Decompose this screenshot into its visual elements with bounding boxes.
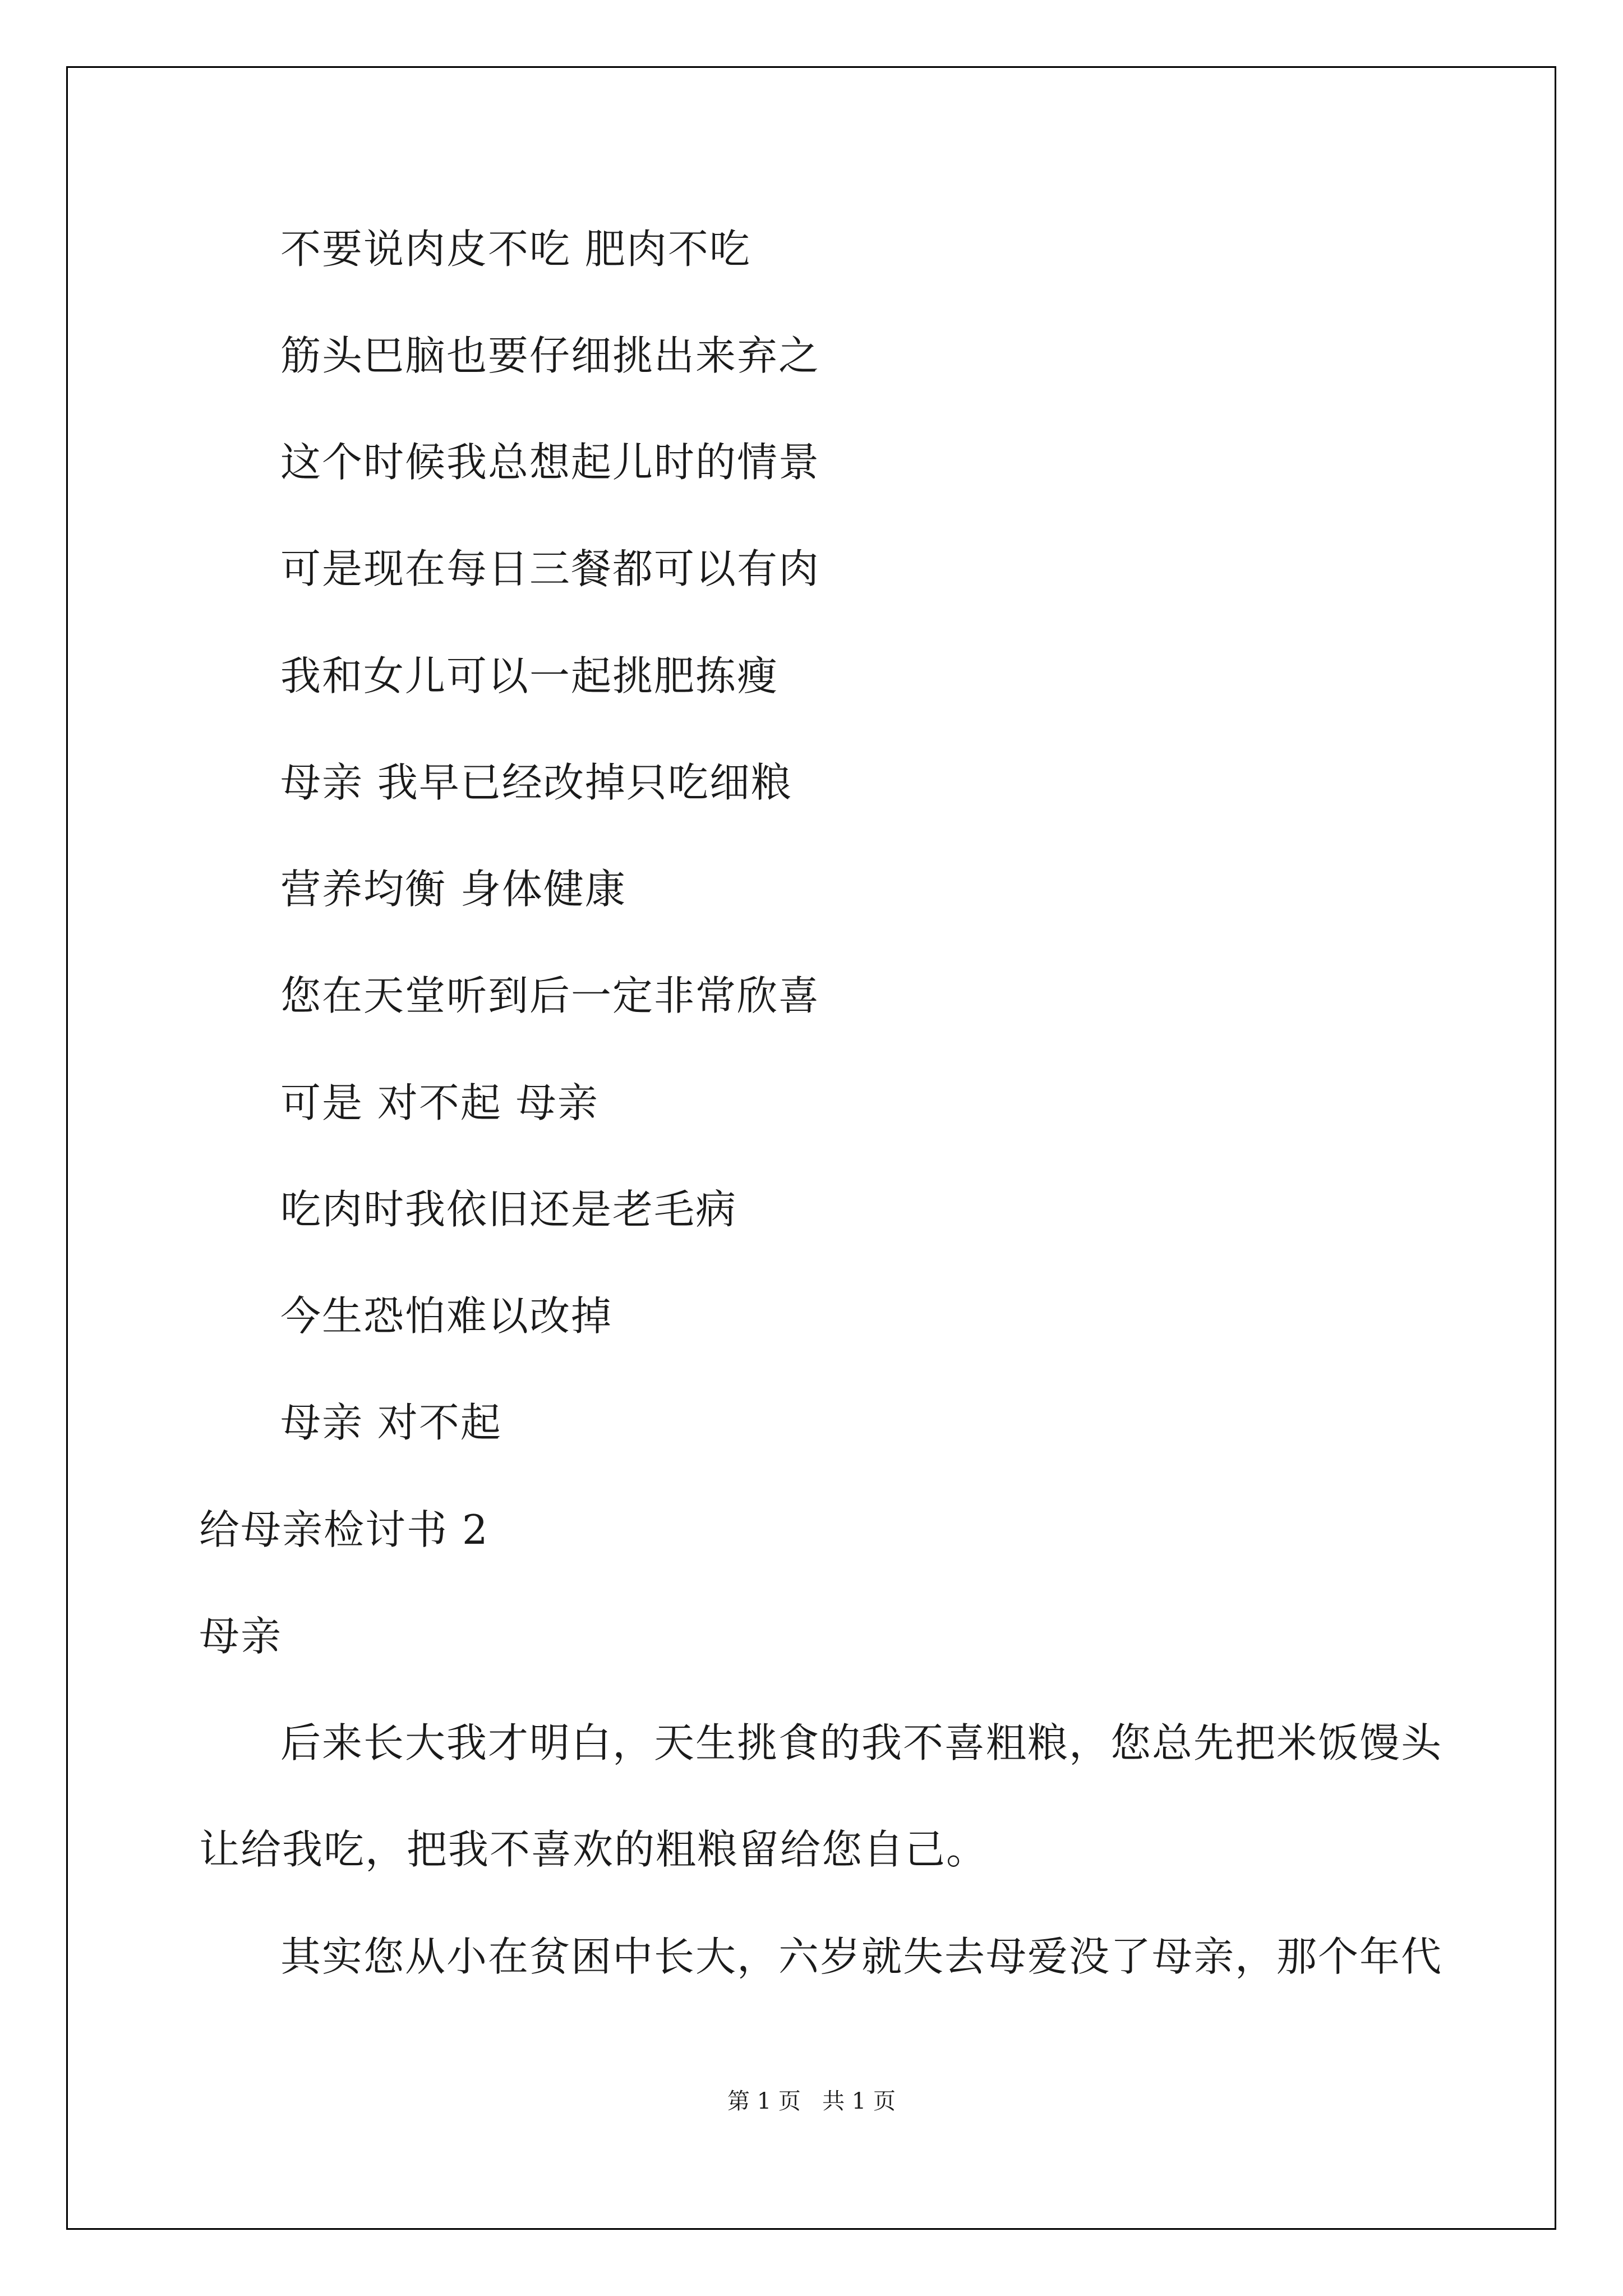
poem-line: 母亲 对不起	[280, 1399, 502, 1446]
poem-line: 营养均衡 身体健康	[280, 866, 626, 913]
paragraph-line: 让给我吃，把我不喜欢的粗粮留给您自己。	[199, 1826, 988, 1873]
poem-line: 吃肉时我依旧还是老毛病	[280, 1186, 737, 1233]
paragraph-line: 其实您从小在贫困中长大，六岁就失去母爱没了母亲，那个年代	[280, 1933, 1443, 1980]
poem-line: 这个时候我总想起儿时的情景	[280, 439, 820, 486]
poem-line: 我和女儿可以一起挑肥拣瘦	[280, 652, 779, 700]
poem-line: 可是现在每日三餐都可以有肉	[280, 545, 820, 592]
poem-line: 筋头巴脑也要仔细挑出来弃之	[280, 332, 820, 379]
poem-line: 您在天堂听到后一定非常欣喜	[280, 972, 820, 1019]
poem-line: 可是 对不起 母亲	[280, 1079, 599, 1126]
page-footer: 第 1 页 共 1 页	[727, 2088, 896, 2114]
poem-line: 今生恐怕难以改掉	[280, 1292, 613, 1340]
section-title: 给母亲检讨书 2	[199, 1506, 489, 1553]
salutation: 母亲	[199, 1613, 283, 1660]
poem-line: 不要说肉皮不吃 肥肉不吃	[280, 226, 751, 273]
page-border	[66, 66, 1556, 2230]
poem-line: 母亲 我早已经改掉只吃细粮	[280, 759, 792, 806]
paragraph-line: 后来长大我才明白，天生挑食的我不喜粗粮，您总先把米饭馒头	[280, 1719, 1443, 1766]
